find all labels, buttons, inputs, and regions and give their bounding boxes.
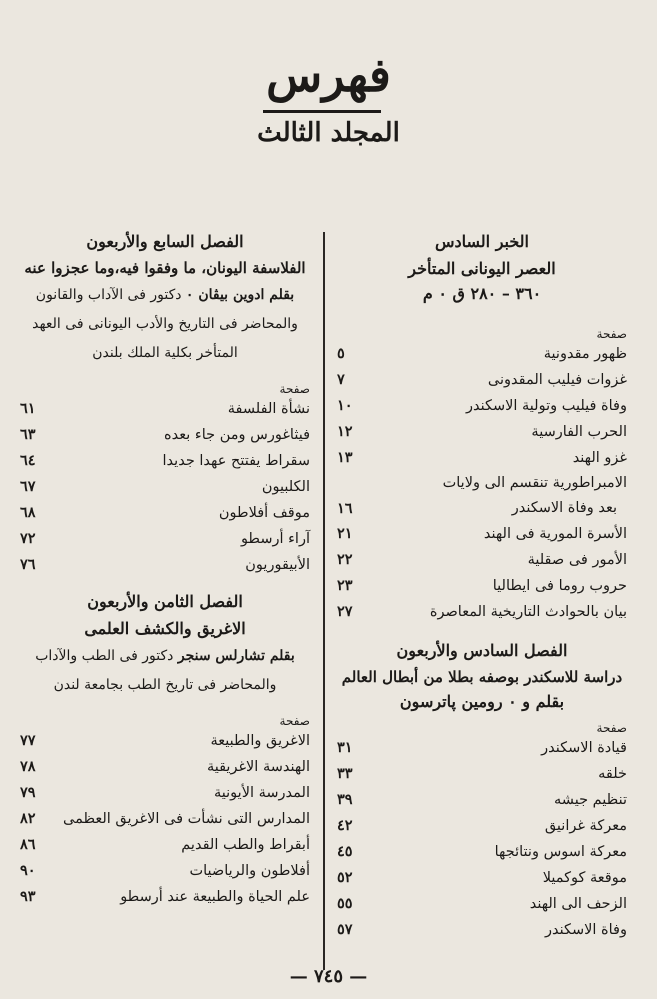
toc-entry-page: ٤٥: [337, 843, 353, 860]
toc-entry-title-line: الأمور فى صقلية: [527, 552, 627, 568]
toc-entry: [337, 787, 627, 813]
toc-entry-title-line: نشأة الفلسفة: [227, 401, 310, 417]
toc-entry-title: [63, 807, 310, 832]
toc-entry-page: ٥٢: [337, 869, 353, 886]
toc-entry-page: ٥٥: [337, 895, 353, 912]
author-credentials-line: والمحاضر فى التاريخ والأدب اليونانى فى العهد: [32, 316, 298, 332]
section-dates: ٣٦٠ – ٢٨٠ ق ٠ م: [422, 284, 542, 303]
toc-entry-title: [545, 918, 627, 943]
toc-entry: [337, 839, 627, 865]
toc-entry: [337, 445, 627, 471]
toc-entry-title-line: الامبراطورية تنقسم الى ولايات: [442, 475, 627, 491]
toc-entry-title: [541, 736, 627, 761]
page-column-label: صفحة: [279, 714, 310, 728]
toc-entry-title: [493, 574, 627, 599]
toc-entry-page: ٧٨: [20, 758, 36, 775]
page-number: — ٧٤٥ —: [289, 966, 368, 987]
section-subtitle: العصر اليونانى المتأخر: [408, 259, 556, 278]
toc-list: [337, 341, 627, 625]
toc-entry-page: ٨٢: [20, 810, 36, 827]
toc-entry: [337, 735, 627, 761]
toc-entry-title: [120, 885, 310, 910]
toc-entry-title: [554, 788, 627, 813]
toc-entry-title-line: معركة غرانيق: [544, 818, 627, 834]
toc-entry-title: [181, 833, 310, 858]
toc-entry-title-line: بيان بالحوادث التاريخية المعاصرة: [429, 604, 627, 620]
toc-entry-title: [214, 781, 310, 806]
toc-entry-page: ٨٦: [20, 836, 36, 853]
toc-entry-title: [241, 527, 310, 552]
page-column-label: صفحة: [279, 382, 310, 396]
toc-entry: [20, 422, 310, 448]
toc-list: [20, 396, 310, 578]
toc-entry-page: ٢٢: [337, 551, 353, 568]
toc-entry-title-line: أبقراط والطب القديم: [181, 837, 310, 853]
toc-entry: [337, 761, 627, 787]
section-author: [20, 642, 310, 671]
toc-entry-page: ٢٣: [337, 577, 353, 594]
toc-entry-title: [219, 501, 310, 526]
toc-entry-page: ٦٣: [20, 426, 36, 443]
toc-entry: [337, 865, 627, 891]
toc-entry-page: ٣٩: [337, 791, 353, 808]
toc-entry-title: [228, 397, 310, 422]
section-subtitle: دراسة للاسكندر بوصفه بطلا من أبطال العالم: [341, 668, 623, 686]
toc-entry-page: ٧٦: [20, 556, 36, 573]
toc-entry-title-line: علم الحياة والطبيعة عند أرسطو: [120, 889, 310, 905]
toc-entry-title: [466, 394, 627, 419]
toc-entry: [337, 547, 627, 573]
toc-entry-page: ٦١: [20, 400, 36, 417]
toc-entry: [337, 573, 627, 599]
toc-entry: [337, 341, 627, 367]
toc-entry-title: [495, 840, 627, 865]
toc-entry: [20, 884, 310, 910]
toc-entry-page: ٢١: [337, 525, 353, 542]
toc-entry-page: ١٣: [337, 449, 353, 466]
page-title: فهرس: [266, 48, 391, 102]
toc-entry-title: [211, 729, 310, 754]
toc-entry-title: [245, 553, 310, 578]
toc-entry: [20, 806, 310, 832]
toc-entry-title-line: الأبيقوريون: [245, 557, 310, 573]
toc-entry-title: [484, 522, 627, 547]
author-credentials-line: المتأخر بكلية الملك بلندن: [92, 345, 238, 361]
author-name: بقلم ادوين بيڤان ٠: [185, 287, 295, 303]
toc-list: [20, 728, 310, 910]
toc-entry-title-line: خلقه: [598, 766, 627, 782]
toc-entry-title-line: فيثاغورس ومن جاء بعده: [164, 427, 310, 443]
toc-entry-page: ١٠: [337, 397, 353, 414]
toc-entry-title-line: الكلبيون: [261, 479, 310, 495]
toc-entry-title-line: الهندسة الاغريقية: [206, 759, 310, 775]
toc-entry-title-line: الحرب الفارسية: [531, 424, 627, 440]
toc-entry-title: [488, 368, 627, 393]
toc-entry-title: [163, 449, 310, 474]
toc-entry-page: ٧: [337, 371, 345, 388]
toc-entry-title: [573, 446, 627, 471]
toc-entry-title-line: ظهور مقدونية: [543, 346, 627, 362]
toc-entry-page: ١٢: [337, 423, 353, 440]
toc-entry: [20, 754, 310, 780]
toc-entry-title-line: حروب روما فى ايطاليا: [492, 578, 627, 594]
toc-entry-title: [598, 762, 627, 787]
toc-entry: [337, 891, 627, 917]
section-heading: الفصل الثامن والأربعون: [87, 592, 243, 611]
toc-entry: [337, 813, 627, 839]
toc-entry-title-line: سقراط يفتتح عهدا جديدا: [162, 453, 310, 469]
toc-entry: [20, 396, 310, 422]
toc-entry-page: ٦٤: [20, 452, 36, 469]
section-subtitle: الاغريق والكشف العلمى: [84, 619, 246, 638]
toc-entry-page: ٩٣: [20, 888, 36, 905]
toc-entry-title: [545, 814, 627, 839]
toc-entry: [337, 599, 627, 625]
toc-entry-title: [531, 420, 627, 445]
section-heading: الخبر السادس: [435, 232, 529, 251]
toc-entry: [337, 917, 627, 943]
toc-entry-page: ٧٧: [20, 732, 36, 749]
toc-entry: [20, 858, 310, 884]
section-heading: الفصل السابع والأربعون: [86, 232, 244, 251]
toc-entry-title-line: قيادة الاسكندر: [541, 740, 627, 756]
toc-entry-title-line: المدارس التى نشأت فى الاغريق العظمى: [63, 811, 310, 827]
toc-entry-title-line: أفلاطون والرياضيات: [189, 863, 310, 879]
author-credentials: دكتور فى الطب والآداب: [35, 648, 174, 664]
toc-entry-title-line: الاغريق والطبيعة: [210, 733, 310, 749]
toc-entry: [337, 367, 627, 393]
toc-entry: [20, 500, 310, 526]
toc-entry: [20, 474, 310, 500]
toc-entry-title: [207, 755, 310, 780]
toc-entry-page: ٦٧: [20, 478, 36, 495]
toc-entry-title-line: الزحف الى الهند: [529, 896, 627, 912]
toc-entry-title: [443, 471, 627, 521]
toc-entry: [20, 728, 310, 754]
toc-entry-title-line: موقف أفلاطون: [218, 505, 310, 521]
toc-entry-title: [544, 342, 627, 367]
toc-entry-page: ٢٧: [337, 603, 353, 620]
toc-entry-title-line: غزوات فيليب المقدونى: [487, 372, 627, 388]
title-underline: [263, 110, 381, 113]
toc-entry: [20, 780, 310, 806]
toc-entry-page: ٥٧: [337, 921, 353, 938]
toc-entry-page: ٧٢: [20, 530, 36, 547]
toc-entry-title-line: تنظيم جيشه: [554, 792, 627, 808]
toc-entry: [20, 552, 310, 578]
toc-entry-title-line: غزو الهند: [572, 450, 627, 466]
toc-entry: [337, 521, 627, 547]
author-credentials-line: والمحاضر فى تاريخ الطب بجامعة لندن: [53, 677, 277, 693]
volume-heading: المجلد الثالث: [257, 118, 400, 148]
toc-entry-title: [430, 600, 627, 625]
toc-entry-title: [543, 866, 627, 891]
toc-entry-page: ٥: [337, 345, 345, 362]
section-author: [20, 281, 310, 310]
right-column: [337, 232, 627, 943]
toc-entry-title-line: معركة اسوس ونتائجها: [494, 844, 627, 860]
toc-entry: [337, 471, 627, 521]
toc-entry: [20, 448, 310, 474]
toc-entry: [20, 832, 310, 858]
toc-entry-page: ٣٣: [337, 765, 353, 782]
toc-entry-title-line: وفاة الاسكندر: [544, 922, 627, 938]
toc-entry-page: ٦٨: [20, 504, 36, 521]
toc-entry-title-line: بعد وفاة الاسكندر: [511, 500, 617, 516]
toc-entry-title-line: آراء أرسطو: [240, 531, 310, 547]
toc-entry: [20, 526, 310, 552]
toc-list: [337, 735, 627, 943]
toc-entry-page: ٩٠: [20, 862, 36, 879]
page-column-label: صفحة: [596, 721, 627, 735]
toc-entry-title: [530, 892, 627, 917]
toc-entry-title: [164, 423, 310, 448]
column-divider: [323, 232, 325, 970]
section-author: بقلم و ٠ رومين پاترسون: [399, 692, 565, 711]
section-heading: الفصل السادس والأربعون: [396, 641, 568, 660]
author-name: بقلم تشارلس سنجر: [177, 648, 295, 664]
toc-entry-title-line: المدرسة الأيونية: [214, 785, 310, 801]
toc-entry-title: [189, 859, 310, 884]
toc-entry-title-line: الأسرة المورية فى الهند: [483, 526, 627, 542]
toc-entry-title-line: موقعة كوكميلا: [542, 870, 627, 886]
toc-entry-page: ٣١: [337, 739, 353, 756]
toc-entry-page: ٧٩: [20, 784, 36, 801]
toc-entry: [337, 393, 627, 419]
toc-entry-title-line: وفاة فيليب وتولية الاسكندر: [465, 398, 627, 414]
toc-entry-page: ١٦: [337, 500, 353, 517]
toc-entry-title: [528, 548, 627, 573]
toc-entry: [337, 419, 627, 445]
page-column-label: صفحة: [596, 327, 627, 341]
author-credentials: دكتور فى الآداب والقانون: [35, 287, 182, 303]
toc-entry-page: ٤٢: [337, 817, 353, 834]
section-subtitle: الفلاسفة اليونان، ما وفقوا فيه،وما عجزوا عنه: [24, 259, 306, 277]
toc-entry-title: [262, 475, 310, 500]
left-column: [20, 232, 310, 910]
